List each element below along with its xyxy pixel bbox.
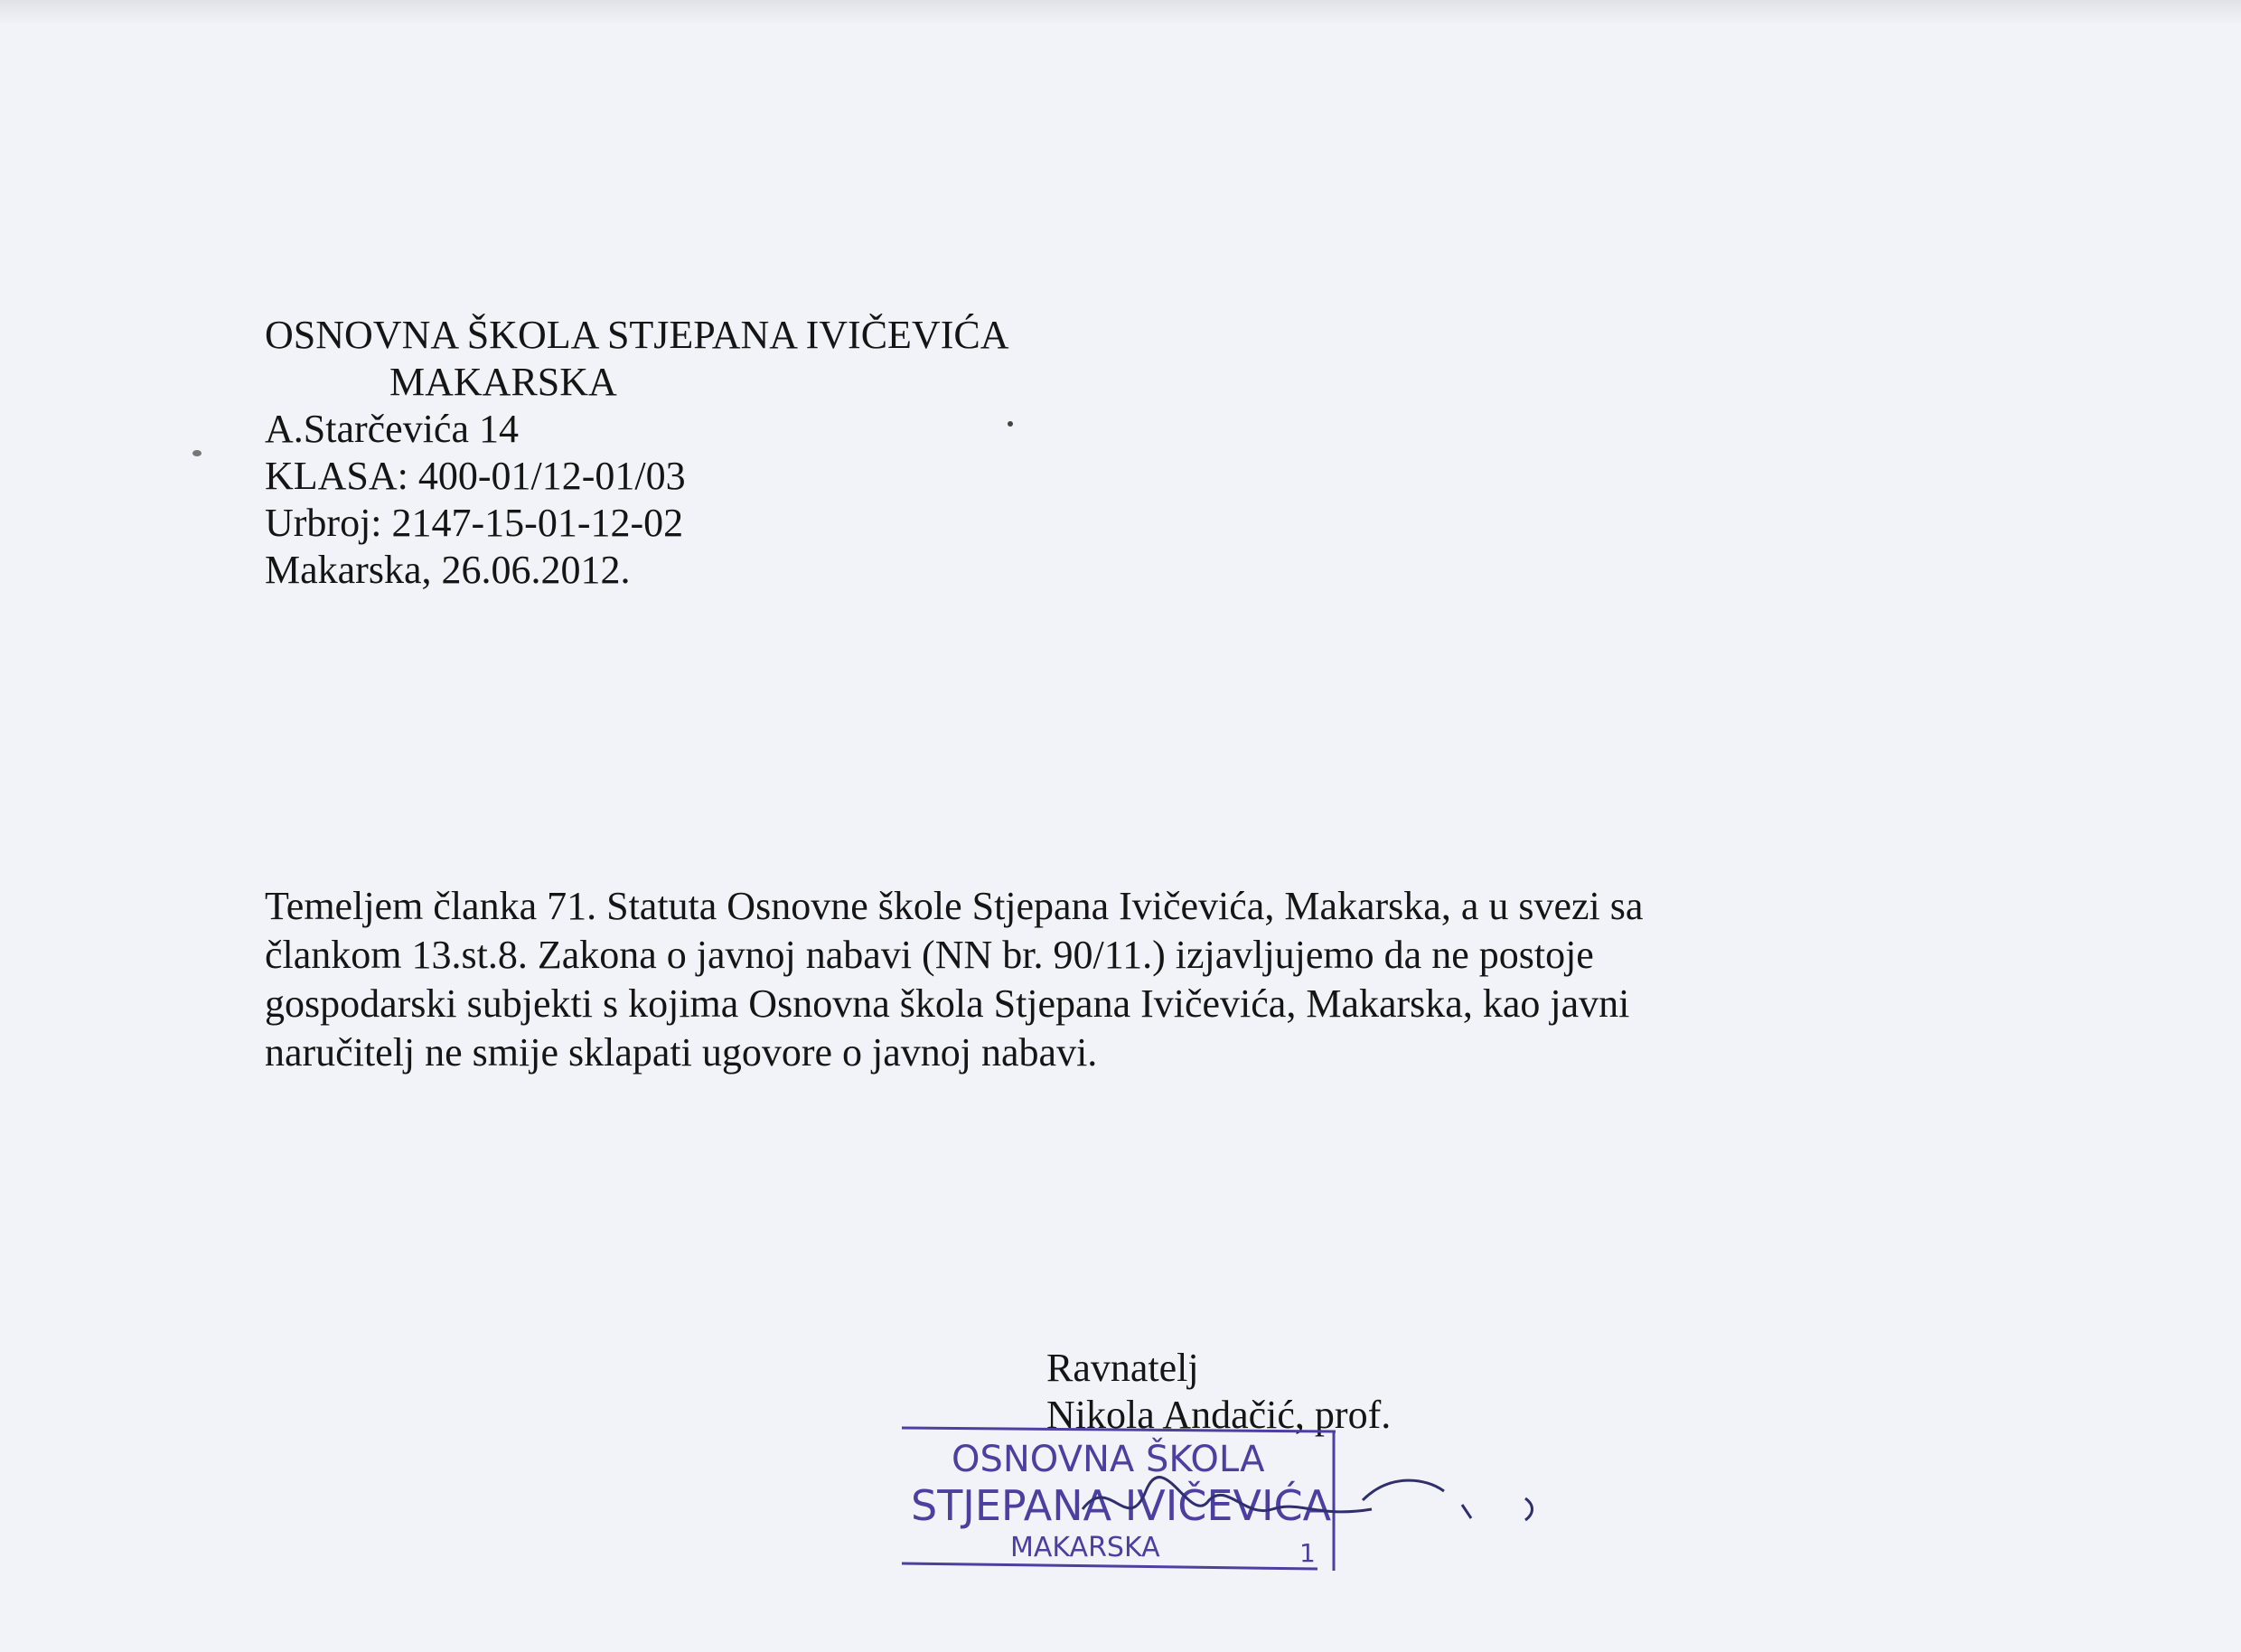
statement-paragraph	[265, 882, 1909, 1077]
stamp-number: 1	[1299, 1538, 1316, 1568]
scan-speck	[192, 450, 202, 456]
paragraph-line: Temeljem članka 71. Statuta Osnovne škole Stjepana Ivičevića, Makarska, a u svezi sa	[265, 884, 1644, 928]
school-name: OSNOVNA ŠKOLA STJEPANA IVIČEVIĆA	[265, 313, 1009, 357]
stamp-graphic	[902, 1419, 1345, 1582]
stamp-line-3: MAKARSKA	[1010, 1532, 1160, 1563]
klasa-number: KLASA: 400-01/12-01/03	[265, 454, 686, 498]
scan-speck	[1008, 421, 1013, 427]
signatory-title: Ravnatelj	[1046, 1346, 1199, 1390]
paragraph-line: člankom 13.st.8. Zakona o javnoj nabavi (NN br. 90/11.) izjavljujemo da ne postoje	[265, 933, 1594, 977]
place-and-date: Makarska, 26.06.2012.	[265, 548, 631, 592]
signatory-name: Nikola Andačić, prof.	[1046, 1393, 1392, 1437]
stamp-line-1: OSNOVNA ŠKOLA	[952, 1439, 1265, 1480]
stamp-line-2: STJEPANA IVIČEVIĆA	[911, 1481, 1332, 1530]
paragraph-line: gospodarski subjekti s kojima Osnovna škola Stjepana Ivičevića, Makarska, kao javni	[265, 981, 1630, 1026]
scan-edge-shadow	[0, 0, 2241, 25]
school-city: MAKARSKA	[389, 360, 617, 404]
letterhead	[265, 312, 1008, 594]
school-address: A.Starčevića 14	[265, 407, 519, 451]
urbroj-number: Urbroj: 2147-15-01-12-02	[265, 501, 684, 545]
official-stamp	[902, 1419, 1345, 1582]
paragraph-line: naručitelj ne smije sklapati ugovore o javnoj nabavi.	[265, 1030, 1098, 1075]
